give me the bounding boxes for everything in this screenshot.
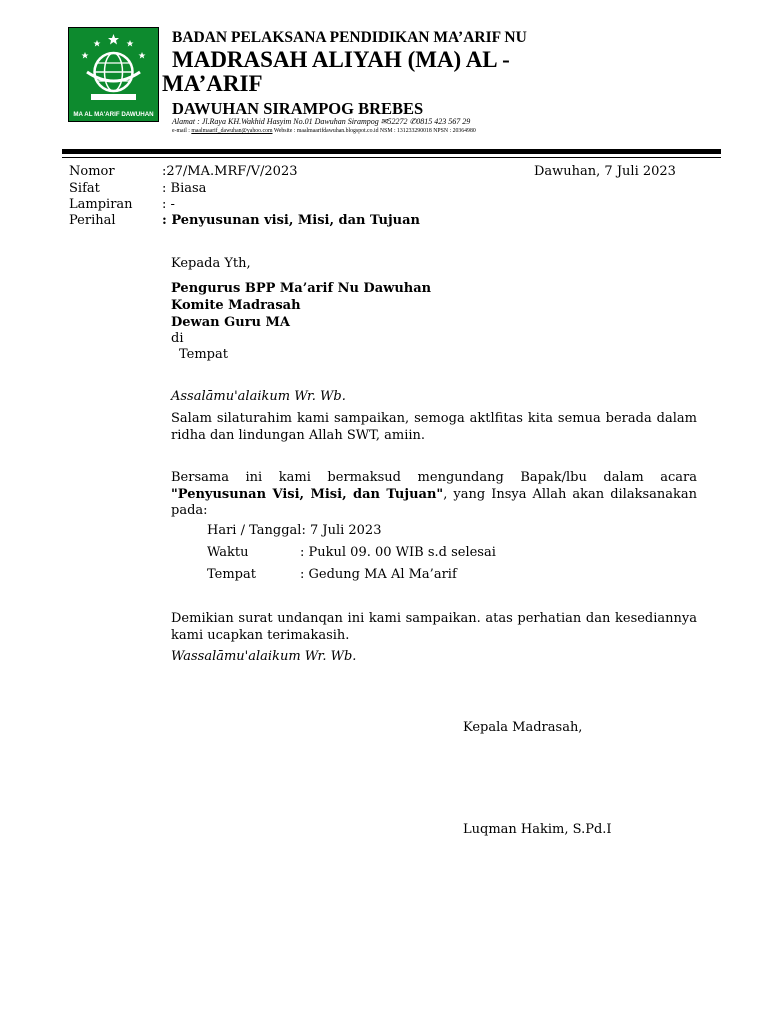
paragraph-2-line3: pada: — [171, 503, 208, 518]
tempat-label: Tempat — [207, 567, 256, 582]
hari-tanggal: Hari / Tanggal: 7 Juli 2023 — [207, 523, 382, 538]
header-divider-thick — [62, 149, 721, 154]
contact-line — [172, 128, 476, 134]
nomor-value: :27/MA.MRF/V/2023 — [162, 164, 298, 179]
organization-name: BADAN PELAKSANA PENDIDIKAN MA’ARIF NU — [172, 29, 527, 46]
paragraph-1-line2: ridha dan lindungan Allah SWT, amiin. — [171, 427, 426, 443]
address-line: Alamat : Jl.Raya KH.Wakhid Hasyim No.01 Dawuhan Sirampog ✉52272 ✆0815 423 567 29 — [172, 117, 471, 126]
place-date: Dawuhan, 7 Juli 2023 — [534, 164, 676, 179]
website-info: Website : maalmaarifdawuhan.blogspot.co.id NSM : 131233290018 NPSN : 20364980 — [272, 128, 476, 134]
paragraph-1 — [171, 411, 697, 444]
sifat-value: : Biasa — [162, 181, 207, 196]
paragraph-3-line1: Demikian surat undanqan ini kami sampaikan. atas perhatian dan kesediannya — [171, 611, 697, 626]
perihal-value: : Penyusunan visi, Misi, dan Tujuan — [162, 213, 420, 228]
recipient-2: Komite Madrasah — [171, 298, 301, 313]
event-title: "Penyusunan Visi, Misi, dan Tujuan" — [171, 486, 444, 502]
paragraph-2-line2 — [171, 487, 697, 504]
waktu-label: Waktu — [207, 545, 249, 560]
recipient-1: Pengurus BPP Ma’arif Nu Dawuhan — [171, 281, 432, 296]
school-name — [162, 48, 612, 96]
tempat-value: : Gedung MA Al Ma’arif — [300, 567, 457, 582]
lampiran-label: Lampiran — [69, 197, 133, 212]
email-label: e-mail : — [172, 128, 192, 134]
school-name-line1: MADRASAH ALIYAH (MA) AL - — [172, 47, 510, 72]
greeting: Kepada Yth, — [171, 256, 251, 271]
opening-salam: Assalāmu'alaikum Wr. Wb. — [171, 389, 346, 404]
paragraph-2-line1: Bersama ini kami bermaksud mengundang Bapak/lbu dalam acara — [171, 470, 697, 485]
paragraph-3-line2: kami ucapkan terimakasih. — [171, 627, 350, 643]
nu-logo — [68, 27, 159, 122]
recipient-di: di — [171, 331, 184, 346]
closing-salam: Wassalāmu'alaikum Wr. Wb. — [171, 649, 357, 664]
paragraph-2-line2-rest: , yang Insya Allah akan dilaksanakan — [443, 486, 697, 502]
school-location: DAWUHAN SIRAMPOG BREBES — [172, 99, 424, 118]
lampiran-value: : - — [162, 197, 175, 212]
signature-title: Kepala Madrasah, — [463, 720, 583, 735]
email-link[interactable]: maalmaarif_dawuhan@yahoo.com — [191, 128, 273, 134]
paragraph-3 — [171, 611, 697, 644]
globe-emblem-icon — [69, 28, 158, 108]
logo-caption: MA AL MA'ARIF DAWUHAN — [73, 111, 154, 118]
perihal-label: Perihal — [69, 213, 116, 228]
nomor-label: Nomor — [69, 164, 115, 179]
recipient-3: Dewan Guru MA — [171, 315, 290, 330]
paragraph-2 — [171, 470, 697, 520]
recipient-place: Tempat — [179, 347, 228, 362]
signature-name: Luqman Hakim, S.Pd.I — [463, 822, 612, 837]
school-name-line2: MA’ARIF — [162, 71, 263, 96]
sifat-label: Sifat — [69, 181, 100, 196]
header-divider-thin — [62, 157, 721, 158]
paragraph-1-line1: Salam silaturahim kami sampaikan, semoga aktlfitas kita semua berada dalam — [171, 411, 697, 426]
waktu-value: : Pukul 09. 00 WIB s.d selesai — [300, 545, 496, 560]
